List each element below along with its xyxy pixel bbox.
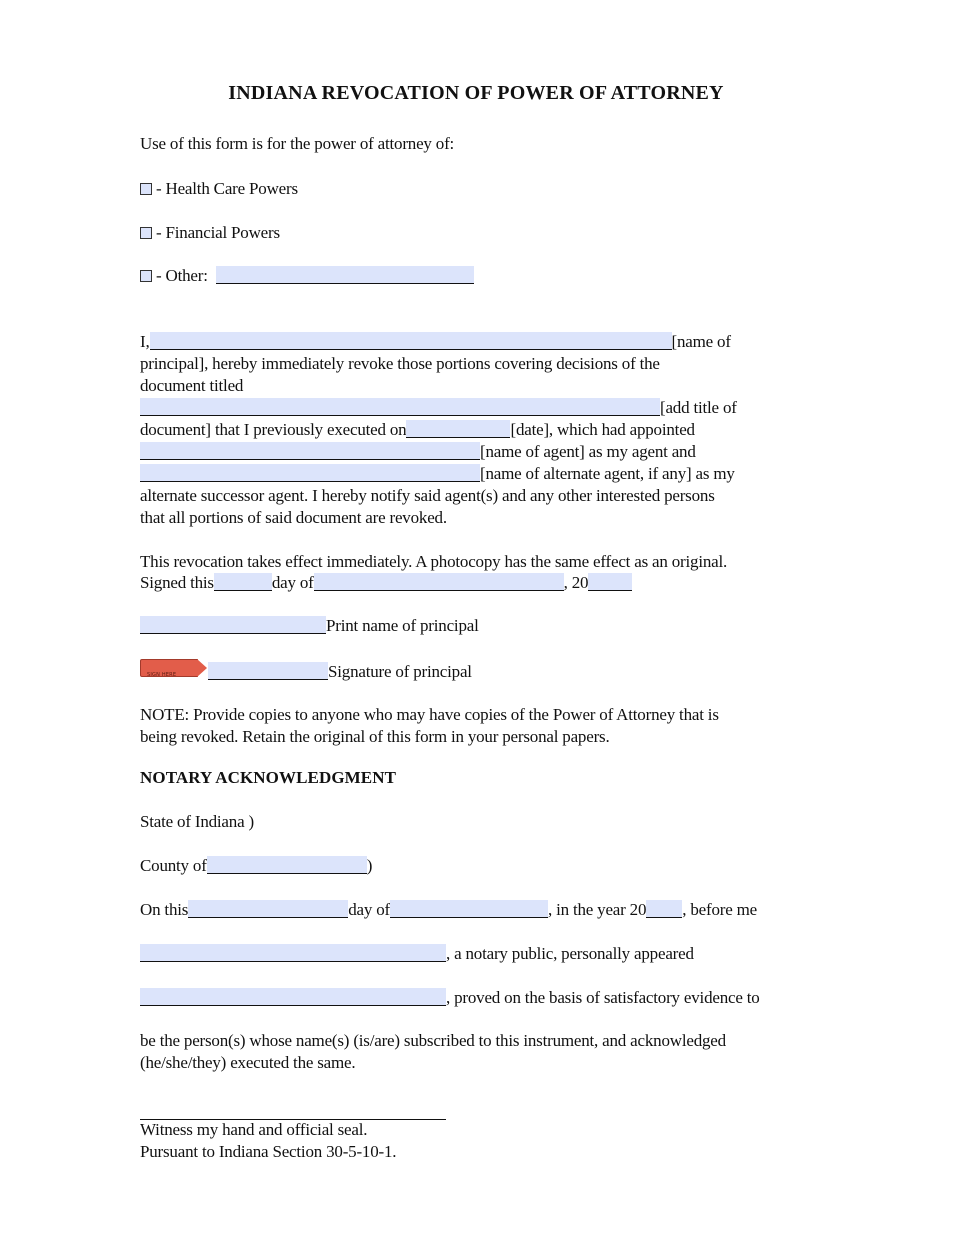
sign-here-tag[interactable] [140, 659, 198, 677]
notary-text: ) [366, 856, 373, 875]
document-title: INDIANA REVOCATION OF POWER OF ATTORNEY [228, 82, 724, 104]
notary-appeared-row [140, 987, 760, 1009]
notary-witness: Witness my hand and official seal. [140, 1120, 368, 1139]
notary-person-line-1: be the person(s) whose name(s) (is/are) subscribed to this instrument, and acknowledged [140, 1031, 726, 1050]
effect-text: Signed this [140, 573, 214, 592]
effect-line-2 [140, 572, 632, 594]
notary-month-field[interactable] [390, 900, 548, 918]
print-name-field[interactable] [140, 616, 326, 634]
appeared-name-field[interactable] [140, 988, 446, 1006]
body-text: [name of [671, 332, 731, 351]
body-text: document] that I previously executed on [140, 420, 407, 439]
notary-text: , proved on the basis of satisfactory evidence to [446, 988, 760, 1007]
body-text: I, [140, 332, 150, 351]
sign-here-text: SIGN HERE [147, 672, 177, 678]
body-line-7 [140, 463, 735, 485]
health-care-checkbox[interactable] [140, 183, 152, 195]
option-other [140, 265, 474, 287]
signature-label: Signature of principal [328, 662, 472, 681]
print-name-label: Print name of principal [326, 616, 479, 635]
signed-month-field[interactable] [314, 573, 564, 591]
body-line-8: alternate successor agent. I hereby notify said agent(s) and any other interested persons [140, 486, 715, 505]
body-text: [add title of [660, 398, 737, 417]
option-label: - Other: [156, 266, 208, 285]
executed-date-field[interactable] [406, 420, 510, 438]
notary-year-field[interactable] [646, 900, 682, 918]
signature-row [140, 659, 472, 683]
intro-text: Use of this form is for the power of attorney of: [140, 134, 455, 153]
notary-person-line-2: (he/she/they) executed the same. [140, 1053, 356, 1072]
body-text: [date], which had appointed [510, 420, 695, 439]
option-label: - Health Care Powers [156, 179, 298, 198]
body-line-6 [140, 441, 696, 463]
alternate-agent-field[interactable] [140, 464, 480, 482]
body-text: [name of alternate agent, if any] as my [480, 464, 735, 483]
notary-pursuant: Pursuant to Indiana Section 30-5-10-1. [140, 1142, 397, 1161]
body-text: [name of agent] as my agent and [480, 442, 696, 461]
notary-date-row [140, 899, 757, 921]
effect-line-1: This revocation takes effect immediately. A photocopy has the same effect as an original. [140, 552, 728, 571]
signed-day-field[interactable] [214, 573, 272, 591]
option-health-care [140, 178, 298, 200]
document-title-field[interactable] [140, 398, 660, 416]
notary-county-row [140, 855, 372, 877]
notary-text: , a notary public, personally appeared [446, 944, 694, 963]
notary-public-row [140, 943, 694, 965]
signed-year-field[interactable] [588, 573, 632, 591]
note-line-2: being revoked. Retain the original of this form in your personal papers. [140, 727, 610, 746]
body-line-4 [140, 397, 737, 419]
financial-checkbox[interactable] [140, 227, 152, 239]
notary-text: , before me [682, 900, 757, 919]
notary-text: On this [140, 900, 189, 919]
body-line-1 [140, 331, 731, 353]
effect-text: day of [271, 573, 314, 592]
notary-day-field[interactable] [188, 900, 348, 918]
other-checkbox[interactable] [140, 270, 152, 282]
signature-field[interactable] [208, 662, 328, 680]
effect-text: , 20 [563, 573, 589, 592]
notary-heading: NOTARY ACKNOWLEDGMENT [140, 768, 397, 787]
option-financial [140, 222, 280, 244]
county-field[interactable] [207, 856, 367, 874]
body-line-3: document titled [140, 376, 244, 395]
note-line-1: NOTE: Provide copies to anyone who may have copies of the Power of Attorney that is [140, 705, 719, 724]
body-line-2: principal], hereby immediately revoke those portions covering decisions of the [140, 354, 660, 373]
print-name-row [140, 615, 479, 637]
principal-name-field[interactable] [150, 332, 672, 350]
other-field[interactable] [216, 266, 474, 284]
notary-text: , in the year 20 [547, 900, 647, 919]
body-line-9: that all portions of said document are revoked. [140, 508, 447, 527]
notary-state: State of Indiana ) [140, 812, 254, 831]
notary-name-field[interactable] [140, 944, 446, 962]
option-label: - Financial Powers [156, 223, 280, 242]
agent-name-field[interactable] [140, 442, 480, 460]
body-line-5 [140, 419, 695, 441]
notary-text: day of [348, 900, 390, 919]
notary-text: County of [140, 856, 207, 875]
